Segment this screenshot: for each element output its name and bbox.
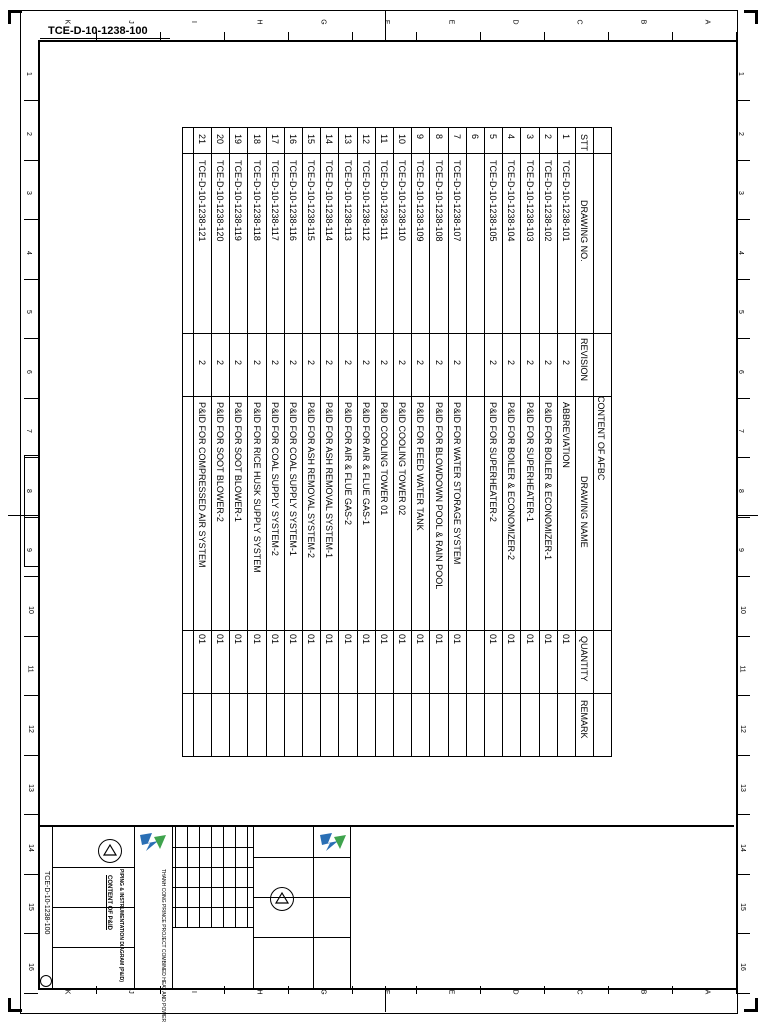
cell-drawing-no: TCE-D-10-1238-105: [488, 160, 499, 242]
zone-tick-side: [736, 814, 750, 815]
header-remark: REMARK: [579, 700, 589, 739]
zone-number-left: 8: [24, 488, 32, 493]
zone-letter-top: G: [319, 19, 327, 25]
cell-stt: 11: [379, 134, 389, 144]
cell-drawing-name: P&ID FOR ASH REMOVAL SYSTEM-1: [324, 402, 335, 559]
zone-letter-top: F: [383, 19, 391, 25]
cell-quantity: 01: [306, 634, 317, 645]
row-separator: [539, 128, 540, 756]
zone-tick-side: [24, 814, 38, 815]
cell-revision: 2: [415, 360, 426, 366]
cell-drawing-name: P&ID FOR SOOT BLOWER-1: [233, 402, 244, 522]
zone-tick-top: [672, 32, 673, 40]
cell-drawing-no: TCE-D-10-1238-113: [342, 160, 353, 241]
tb-sheet-title: CONTENT OF P&ID: [106, 875, 112, 930]
zone-tick-side: [24, 100, 38, 101]
tb-sep-5: [313, 827, 314, 988]
zone-number-right: 11: [738, 665, 746, 673]
cell-quantity: 01: [197, 634, 207, 645]
zone-tick-top: [160, 32, 161, 40]
cell-drawing-no: TCE-D-10-1238-104: [506, 160, 517, 242]
title-block: [38, 825, 734, 1023]
zone-tick-side: [24, 160, 38, 161]
zone-tick-side: [736, 576, 750, 577]
zone-letter-bottom: I: [189, 991, 197, 993]
zone-number-right: 5: [736, 310, 744, 314]
tb-rev-line: [199, 827, 200, 927]
cell-revision: 2: [379, 360, 389, 366]
cell-stt: 7: [451, 134, 462, 140]
cell-drawing-no: TCE-D-10-1238-120: [215, 160, 226, 242]
row-separator: [211, 128, 212, 756]
zone-number-left: 2: [24, 131, 32, 136]
tb-rev-line: [211, 827, 212, 927]
zone-number-right: 9: [736, 548, 744, 552]
center-mark-top: [385, 10, 386, 40]
row-separator: [320, 128, 321, 756]
zone-tick-side: [24, 398, 38, 399]
cell-stt: 3: [524, 134, 535, 140]
cell-revision: 2: [451, 360, 462, 366]
tb-grid-row-right: [253, 897, 350, 898]
zone-letter-bottom: D: [511, 989, 519, 995]
zone-number-left: 6: [24, 369, 32, 374]
zone-tick-side: [736, 755, 750, 756]
tb-rev-line: [175, 827, 176, 927]
zone-letter-top: I: [189, 21, 197, 23]
cell-quantity: 01: [360, 634, 371, 645]
cell-quantity: 01: [269, 634, 280, 645]
zone-tick-side: [24, 219, 38, 220]
cell-revision: 2: [233, 360, 244, 366]
col-sep-qty: [183, 693, 611, 694]
cell-revision: 2: [506, 360, 517, 366]
row-separator: [502, 128, 503, 756]
header-revision: REVISION: [579, 338, 589, 382]
zone-letter-top: C: [575, 19, 583, 25]
tb-grid-row-right: [253, 937, 350, 938]
row-separator: [484, 128, 485, 756]
zone-letter-bottom: A: [703, 989, 711, 995]
zone-tick-top: [736, 32, 737, 40]
zone-tick-side: [736, 338, 750, 339]
zone-tick-side: [24, 338, 38, 339]
tb-north-arrow-icon: [40, 975, 52, 987]
zone-tick-side: [736, 100, 750, 101]
cell-drawing-name: P&ID FOR COAL SUPPLY SYSTEM-1: [288, 402, 298, 556]
zone-number-left: 11: [26, 665, 34, 673]
cell-quantity: 01: [233, 634, 244, 645]
cell-drawing-no: TCE-D-10-1238-109: [415, 160, 426, 242]
row-separator: [247, 128, 248, 756]
zone-letter-bottom: K: [63, 989, 71, 995]
zone-tick-side: [736, 993, 750, 994]
zone-tick-side: [24, 576, 38, 577]
zone-letter-top: B: [639, 19, 647, 25]
cell-revision: 2: [561, 360, 571, 366]
zone-tick-side: [736, 517, 750, 518]
zone-tick-side: [736, 279, 750, 280]
col-sep-rev: [183, 396, 611, 397]
cell-stt: 20: [215, 134, 226, 145]
zone-number-right: 12: [738, 724, 746, 733]
cell-revision: 2: [542, 360, 553, 366]
zone-tick-side: [736, 457, 750, 458]
cell-drawing-no: TCE-D-10-1238-102: [542, 160, 553, 242]
cell-stt: 14: [324, 134, 335, 145]
cell-quantity: 01: [451, 634, 462, 645]
cell-stt: 5: [488, 134, 499, 140]
row-separator: [357, 128, 358, 756]
cell-drawing-name: P&ID FOR AIR & FLUE GAS-1: [360, 402, 371, 526]
cell-stt: 16: [288, 134, 298, 145]
zone-tick-side: [24, 517, 38, 518]
zone-number-right: 3: [736, 191, 744, 195]
zone-tick-side: [736, 933, 750, 934]
cell-drawing-name: P&ID FOR COAL SUPPLY SYSTEM-2: [269, 402, 280, 556]
cell-revision: 2: [197, 360, 207, 366]
cell-drawing-name: ABBREVIATION: [561, 402, 571, 468]
zone-number-left: 15: [26, 903, 34, 911]
zone-number-left: 1: [24, 72, 32, 76]
tb-sep-6: [350, 827, 351, 988]
cell-quantity: 01: [488, 634, 499, 645]
zone-tick-side: [24, 457, 38, 458]
zone-number-left: 14: [26, 843, 34, 852]
row-separator: [302, 128, 303, 756]
zone-tick-side: [736, 160, 750, 161]
cell-stt: 8: [433, 134, 444, 140]
zone-number-left: 3: [24, 191, 32, 195]
cell-drawing-name: P&ID FOR BOILER & ECONOMIZER-2: [506, 402, 517, 561]
zone-tick-top: [416, 32, 417, 40]
drawing-number-underline: [40, 38, 170, 39]
cell-quantity: 01: [288, 634, 298, 645]
tb-rev-line: [187, 827, 188, 927]
tce-logo-right: [318, 831, 348, 853]
cell-drawing-name: P&ID FOR FEED WATER TANK: [415, 402, 426, 531]
cell-stt: 1: [561, 134, 571, 140]
row-separator: [520, 128, 521, 756]
cell-revision: 2: [215, 360, 226, 366]
header-row-sep: [575, 128, 576, 756]
zone-letter-top: J: [126, 20, 134, 24]
cell-drawing-name: P&ID FOR SUPERHEATER-2: [488, 402, 499, 522]
zone-tick-top: [544, 32, 545, 40]
zone-tick-side: [736, 398, 750, 399]
tb-grid-row-right: [253, 857, 350, 858]
zone-letter-bottom: B: [639, 989, 647, 995]
zone-tick-top: [608, 32, 609, 40]
row-separator: [266, 128, 267, 756]
row-separator: [193, 128, 194, 756]
zone-tick-top: [96, 32, 97, 40]
header-quantity: QUANTITY: [579, 636, 589, 682]
tce-logo-left: [138, 831, 168, 853]
tb-grid-row: [172, 887, 253, 888]
cell-quantity: 01: [324, 634, 335, 645]
zone-tick-side: [24, 279, 38, 280]
row-separator: [229, 128, 230, 756]
corner-mark-tl-v: [8, 10, 11, 24]
cell-drawing-name: P&ID COOLING TOWER 02: [397, 402, 408, 516]
row-separator: [393, 128, 394, 756]
cell-revision: 2: [342, 360, 353, 366]
cell-revision: 2: [433, 360, 444, 366]
cell-drawing-name: P&ID COOLING TOWER 01: [379, 402, 389, 516]
tb-rev-line: [223, 827, 224, 927]
cell-drawing-no: TCE-D-10-1238-121: [197, 160, 207, 242]
corner-mark-bl-v: [8, 998, 11, 1012]
cell-drawing-name: P&ID FOR SOOT BLOWER-2: [215, 402, 226, 522]
cell-revision: 2: [488, 360, 499, 366]
table-title: CONTENT OF AFBC: [596, 396, 606, 481]
cell-drawing-name: P&ID FOR ASH REMOVAL SYSTEM-2: [306, 402, 317, 559]
tb-grid-row: [172, 867, 253, 868]
zone-tick-side: [736, 219, 750, 220]
header-drawing-no: DRAWING NO.: [579, 200, 589, 262]
zone-tick-side: [736, 636, 750, 637]
cell-stt: 10: [397, 134, 408, 145]
col-sep-stt: [183, 153, 611, 154]
cell-quantity: 01: [433, 634, 444, 645]
row-separator: [411, 128, 412, 756]
cell-drawing-name: P&ID FOR BOILER & ECONOMIZER-1: [542, 402, 553, 561]
zone-number-left: 16: [26, 962, 34, 971]
corner-mark-br-v: [755, 998, 758, 1012]
zone-letter-top: H: [255, 19, 263, 25]
row-separator: [375, 128, 376, 756]
zone-number-left: 7: [24, 429, 32, 433]
cell-stt: 12: [360, 134, 371, 145]
row-separator: [284, 128, 285, 756]
zone-tick-side: [736, 874, 750, 875]
cell-drawing-no: TCE-D-10-1238-101: [561, 160, 571, 242]
cell-stt: 2: [542, 134, 553, 140]
cell-quantity: 01: [379, 634, 389, 645]
zone-number-right: 2: [736, 131, 744, 136]
cell-drawing-no: TCE-D-10-1238-107: [451, 160, 462, 242]
cell-quantity: 01: [215, 634, 226, 645]
zone-number-right: 7: [736, 429, 744, 433]
corner-mark-tr-v: [755, 10, 758, 24]
cell-revision: 2: [288, 360, 298, 366]
cell-revision: 2: [269, 360, 280, 366]
title-strip-line: [593, 128, 594, 756]
zone-letter-top: K: [63, 19, 71, 25]
cell-quantity: 01: [506, 634, 517, 645]
cell-drawing-name: P&ID FOR WATER STORAGE SYSTEM: [451, 402, 462, 565]
cell-stt: 19: [233, 134, 244, 145]
row-separator: [557, 128, 558, 756]
cell-drawing-name: P&ID FOR COMPRESSED AIR SYSTEM: [197, 402, 207, 568]
zone-number-right: 14: [738, 843, 746, 852]
cell-revision: 2: [324, 360, 335, 366]
row-separator: [448, 128, 449, 756]
tb-sep-2: [134, 827, 135, 988]
cell-quantity: 01: [542, 634, 553, 645]
zone-number-left: 13: [26, 784, 34, 792]
zone-tick-top: [480, 32, 481, 40]
tb-company: THANH CONG PRINCE PROJECT COMBINED HEAT AND POWER: [160, 869, 166, 1023]
zone-tick-side: [736, 695, 750, 696]
cell-revision: 2: [251, 360, 262, 366]
cell-drawing-no: TCE-D-10-1238-112: [360, 160, 371, 241]
zone-letter-top: A: [703, 19, 711, 25]
cell-revision: 2: [306, 360, 317, 366]
tb-grid-row: [172, 927, 253, 928]
cell-drawing-no: TCE-D-10-1238-111: [379, 160, 389, 241]
zone-letter-bottom: F: [383, 989, 391, 995]
cell-stt: 13: [342, 134, 353, 145]
zone-number-right: 4: [736, 250, 744, 255]
cell-revision: 2: [524, 360, 535, 366]
row-separator: [338, 128, 339, 756]
cell-drawing-no: TCE-D-10-1238-118: [251, 160, 262, 241]
zone-letter-bottom: G: [319, 989, 327, 995]
cell-stt: 9: [415, 134, 426, 140]
zone-tick-side: [24, 755, 38, 756]
cell-drawing-no: TCE-D-10-1238-116: [288, 160, 298, 241]
cell-revision: 2: [360, 360, 371, 366]
zone-tick-side: [24, 695, 38, 696]
drawing-number-top: TCE-D-10-1238-100: [48, 25, 148, 37]
zone-tick-side: [24, 993, 38, 994]
zone-tick-side: [24, 874, 38, 875]
zone-tick-side: [24, 636, 38, 637]
zone-number-right: 16: [738, 962, 746, 971]
zone-tick-side: [24, 933, 38, 934]
cell-quantity: 01: [342, 634, 353, 645]
cell-drawing-no: TCE-D-10-1238-119: [233, 160, 244, 241]
zone-tick-top: [288, 32, 289, 40]
tb-grid-row: [172, 847, 253, 848]
zone-letter-bottom: H: [255, 989, 263, 995]
zone-number-left: 5: [24, 310, 32, 314]
cell-drawing-no: TCE-D-10-1238-114: [324, 160, 335, 241]
row-separator: [466, 128, 467, 756]
tb-grid-row-left: [52, 867, 134, 868]
zone-number-right: 15: [738, 903, 746, 911]
cell-stt: 17: [269, 134, 280, 145]
zone-number-left: 12: [26, 724, 34, 733]
col-sep-name: [183, 630, 611, 631]
zone-number-right: 1: [736, 72, 744, 76]
zone-number-left: 4: [24, 250, 32, 255]
cell-stt: 15: [306, 134, 317, 145]
cell-stt: 18: [251, 134, 262, 145]
cell-drawing-name: P&ID FOR RICE HUSK SUPPLY SYSTEM: [251, 402, 262, 573]
cell-drawing-name: P&ID FOR AIR & FLUE GAS-2: [342, 402, 353, 526]
cell-drawing-no: TCE-D-10-1238-108: [433, 160, 444, 242]
zone-number-right: 10: [738, 605, 746, 614]
cell-stt: 6: [470, 134, 480, 140]
header-stt: STT: [579, 134, 589, 151]
zone-letter-top: D: [511, 19, 519, 25]
tb-rev-line: [247, 827, 248, 927]
emblem-left-icon: [98, 839, 122, 863]
zone-number-right: 8: [736, 488, 744, 493]
row-separator: [429, 128, 430, 756]
cell-drawing-no: TCE-D-10-1238-115: [306, 160, 317, 241]
tb-sep-4: [253, 827, 254, 988]
cell-drawing-no: TCE-D-10-1238-117: [269, 160, 280, 241]
cell-revision: 2: [397, 360, 408, 366]
cell-stt: 21: [197, 134, 207, 145]
zone-tick-top: [352, 32, 353, 40]
col-sep-no: [183, 333, 611, 334]
tb-subtitle: PIPING & INSTRUMENTATION DIAGRAM (P&ID): [118, 869, 124, 982]
content-table: [182, 127, 612, 757]
zone-tick-top: [224, 32, 225, 40]
cell-drawing-name: P&ID FOR SUPERHEATER-1: [524, 402, 535, 522]
tb-rev-line: [235, 827, 236, 927]
zone-letter-top: E: [447, 19, 455, 25]
emblem-right-icon: [270, 887, 294, 911]
cell-drawing-no: TCE-D-10-1238-103: [524, 160, 535, 242]
cell-quantity: 01: [524, 634, 535, 645]
zone-number-left: 10: [26, 605, 34, 614]
header-drawing-name: DRAWING NAME: [579, 476, 589, 548]
cell-quantity: 01: [251, 634, 262, 645]
cell-quantity: 01: [397, 634, 408, 645]
zone-letter-bottom: E: [447, 989, 455, 995]
tb-grid-row: [172, 907, 253, 908]
cell-quantity: 01: [561, 634, 571, 645]
zone-number-right: 13: [738, 784, 746, 792]
zone-number-left: 9: [24, 548, 32, 552]
zone-number-right: 6: [736, 369, 744, 374]
cell-quantity: 01: [415, 634, 426, 645]
zone-letter-bottom: J: [126, 990, 134, 994]
cell-stt: 4: [506, 134, 517, 140]
cell-drawing-no: TCE-D-10-1238-110: [397, 160, 408, 241]
zone-letter-bottom: C: [575, 989, 583, 995]
tb-drawing-number: TCE-D-10-1238-100: [43, 871, 50, 935]
cell-drawing-name: P&ID FOR BLOWDOWN POOL & RAIN POOL: [433, 402, 444, 590]
